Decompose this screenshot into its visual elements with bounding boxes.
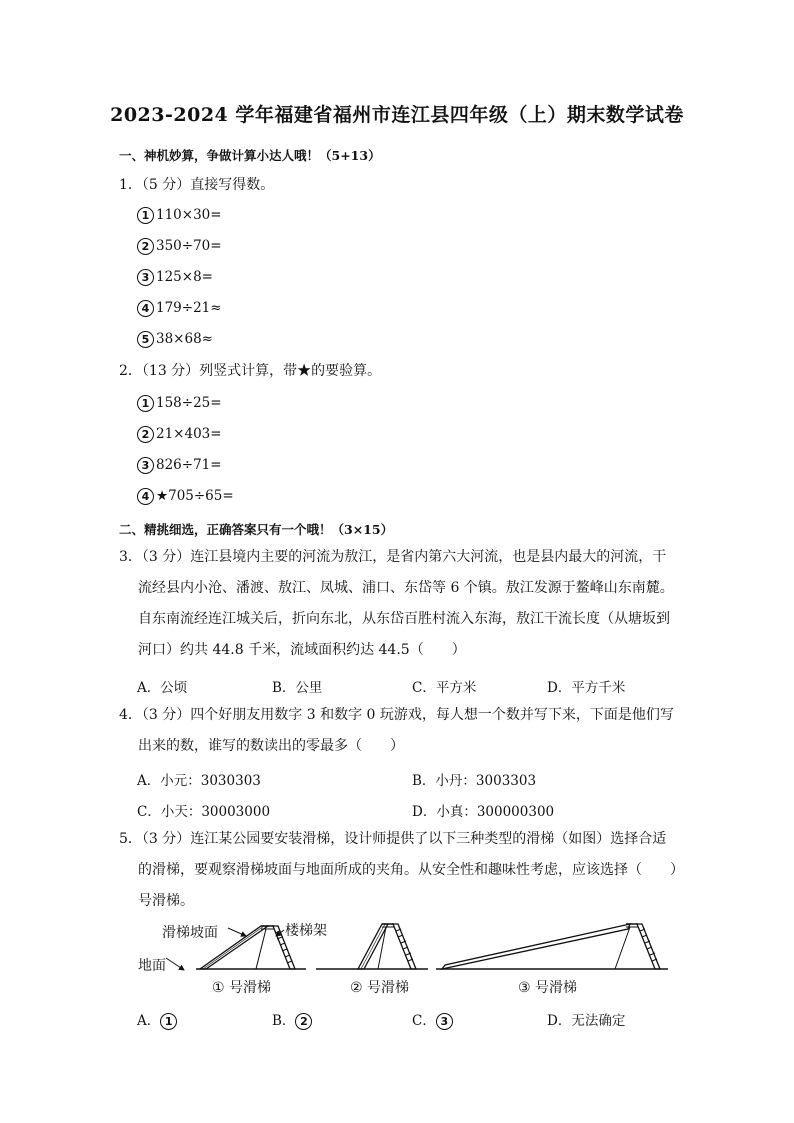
circled-number: 2: [137, 238, 154, 255]
q2-item-1: 1 158÷25=: [137, 395, 222, 412]
q5-option-b[interactable]: B． 2: [272, 1009, 314, 1030]
slide-2-drawing: [316, 924, 428, 969]
circled-number: 3: [137, 457, 154, 474]
q2-item-4: 4 ★705÷65=: [137, 488, 234, 505]
circled-number: 1: [137, 395, 154, 412]
q5-option-a[interactable]: A． 1: [137, 1009, 179, 1030]
question-3-stem: 3．（3 分）连江县境内主要的河流为敖江，是省内第六大河流，也是县内最大的河流，干 流经县内小沧、潘渡、敖江、凤城、浦口、东岱等 6 个镇。敖江发源于鳌峰山东南麓。 自东南流经连江城关后，折向东北，从东岱百胜村流入东海，敖江干流长度（从塘坂到 河口）约共 44.8 千米，流域面积约达 44.5（ ）: [119, 549, 674, 658]
question-1-stem: 1．（5 分）直接写得数。: [119, 177, 275, 193]
question-4-stem: 4．（3 分）四个好朋友用数字 3 和数字 0 玩游戏，每人想一个数并写下来，下面是他们写 出来的数，谁写的数读出的零最多（ ）: [119, 707, 674, 754]
label-ladder-frame: 楼梯架: [285, 923, 327, 939]
question-5-stem: 5．（3 分）连江某公园要安装滑梯，设计师提供了以下三种类型的滑梯（如图）选择合适 的滑梯，要观察滑梯坡面与地面所成的夹角。从安全性和趣味性考虑，应该选择（ ） 号滑梯。: [119, 831, 684, 909]
circled-number: 5: [137, 331, 154, 348]
q2-item-2: 2 21×403=: [137, 426, 222, 443]
circled-number: 4: [137, 300, 154, 317]
circled-number: 1: [160, 1013, 177, 1030]
caption-slide-3: ③ 号滑梯: [518, 980, 578, 996]
circled-number: 1: [137, 207, 154, 224]
q4-option-d[interactable]: D．小真：300000300: [412, 804, 555, 820]
q1-item-2: 2 350÷70=: [137, 238, 222, 255]
caption-slide-2: ② 号滑梯: [350, 980, 410, 996]
question-2-stem: 2．（13 分）列竖式计算，带★的要验算。: [119, 363, 382, 379]
q1-item-5: 5 38×68≈: [137, 331, 213, 348]
q4-option-c[interactable]: C．小天：30003000: [137, 804, 271, 820]
q3-option-d[interactable]: D．平方千米: [547, 680, 626, 696]
circled-number: 2: [137, 426, 154, 443]
q1-item-3: 3 125×8=: [137, 269, 213, 286]
q1-item-4: 4 179÷21≈: [137, 300, 222, 317]
q5-option-c[interactable]: C． 3: [412, 1009, 455, 1030]
label-slide-surface: 滑梯坡面: [162, 925, 218, 941]
slide-3-drawing: [436, 924, 668, 969]
circled-number: 2: [295, 1013, 312, 1030]
q3-option-a[interactable]: A．公顷: [137, 680, 188, 696]
slides-diagram: [130, 916, 670, 998]
q3-option-c[interactable]: C．平方米: [412, 680, 477, 696]
circled-number: 3: [436, 1013, 453, 1030]
section-2-heading: 二、精挑细选，正确答案只有一个哦！（3×15）: [119, 522, 394, 537]
q5-option-d[interactable]: D．无法确定: [547, 1013, 626, 1029]
q4-option-a[interactable]: A．小元：3030303: [137, 773, 261, 789]
circled-number: 4: [137, 488, 154, 505]
circled-number: 3: [137, 269, 154, 286]
q4-option-b[interactable]: B．小丹：3003303: [412, 773, 537, 789]
label-ground: 地面: [138, 958, 166, 974]
section-1-heading: 一、神机妙算，争做计算小达人哦！（5+13）: [119, 148, 381, 163]
caption-slide-1: ① 号滑梯: [212, 980, 272, 996]
q3-option-b[interactable]: B．公里: [272, 680, 323, 696]
q1-item-1: 1 110×30=: [137, 207, 222, 224]
exam-title: 2023-2024 学年福建省福州市连江县四年级（上）期末数学试卷: [110, 104, 684, 126]
q2-item-3: 3 826÷71=: [137, 457, 222, 474]
